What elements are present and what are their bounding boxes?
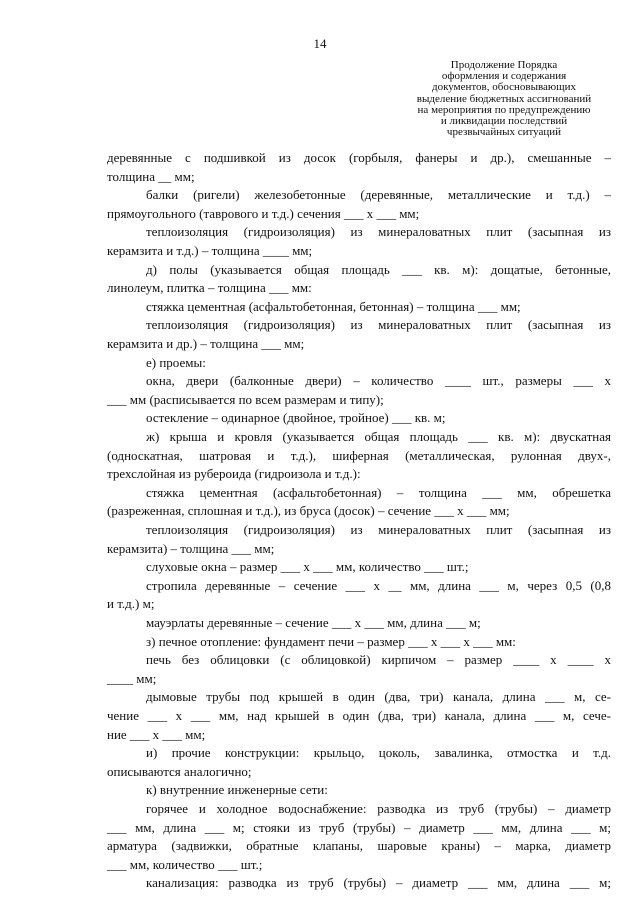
body-line: толщина __ мм;	[107, 168, 195, 184]
body-line: мауэрлаты деревянные – сечение ___ х ___ мм, длина ___ м;	[146, 615, 481, 630]
header-note-line: выделение бюджетных ассигнований	[416, 92, 592, 105]
body-line: д) полы (указывается общая площадь ___ кв. м): дощатые, бетонные,	[146, 261, 611, 277]
body-line: теплоизоляция (гидроизоляция) из минераловатных плит (засыпная из	[146, 522, 611, 537]
body-line: балки (ригели) железобетонные (деревянные, металлические и т.д.) –	[146, 187, 611, 203]
body-line: ___ мм (расписывается по всем размерам и типу);	[107, 391, 384, 407]
body-line: керамзита) – толщина ___ мм;	[107, 540, 275, 556]
body-line: чение ___ х ___ мм, над крышей в один (два, три) канала, длина ___ м, сече-	[107, 708, 611, 723]
header-note-line: Продолжение Порядка	[450, 59, 558, 71]
body-line: теплоизоляция (гидроизоляция) из минераловатных плит (засыпная из	[146, 224, 611, 240]
body-line: ____ мм;	[107, 670, 157, 686]
body-line: дымовые трубы под крышей в один (два, три) канала, длина ___ м, се-	[146, 689, 611, 705]
body-line: ___ мм, длина ___ м; стояки из труб (трубы) – диаметр ___ мм, длина ___ м;	[107, 819, 611, 835]
header-note-line: чрезвычайных ситуаций	[446, 126, 562, 139]
body-line: прямоугольного (таврового и т.д.) сечения ___ х ___ мм;	[107, 205, 420, 221]
body-line: остекление – одинарное (двойное, тройное) ___ кв. м;	[146, 410, 446, 426]
body-line: з) печное отопление: фундамент печи – размер ___ х ___ х ___ мм:	[146, 633, 516, 649]
body-line: стяжка цементная (асфальтобетонная, бетонная) – толщина ___ мм;	[146, 298, 521, 314]
body-line: и т.д.) м;	[107, 596, 155, 612]
body-line: печь без облицовки (с облицовкой) кирпичом – размер ____ х ____ х	[146, 652, 611, 668]
header-note-line: документов, обосновывающих	[432, 81, 576, 94]
header-note-line: оформления и содержания	[441, 70, 567, 83]
body-line: теплоизоляция (гидроизоляция) из минераловатных плит (засыпная из	[146, 317, 611, 333]
body-line: ние ___ х ___ мм;	[107, 726, 206, 742]
body-line: линолеум, плитка – толщина ___ мм:	[107, 280, 312, 296]
body-line: стяжка цементная (асфальтобетонная) – толщина ___ мм, обрешетка	[146, 484, 611, 500]
body-line: керамзита и т.д.) – толщина ____ мм;	[107, 243, 313, 258]
body-line: деревянные с подшивкой из досок (горбыля, фанеры и др.), смешанные –	[107, 150, 611, 165]
body-line: слуховые окна – размер ___ х ___ мм, количество ___ шт.;	[146, 559, 469, 575]
body-line: е) проемы:	[146, 354, 206, 370]
body-line: окна, двери (балконные двери) – количество ____ шт., размеры ___ х	[146, 373, 611, 389]
body-line: канализация: разводка из труб (трубы) – диаметр ___ мм, длина ___ м;	[146, 875, 611, 891]
body-line: описываются аналогично;	[107, 763, 252, 779]
body-line: ж) крыша и кровля (указывается общая площадь ___ кв. м): двускатная	[146, 429, 611, 444]
body-line: горячее и холодное водоснабжение: разводка из труб (трубы) – диаметр	[146, 801, 611, 816]
header-note-line: на мероприятия по предупреждению	[417, 103, 591, 116]
body-line: трехслойная из рубероида (гидроизола и т.д.):	[107, 466, 361, 482]
body-line: (односкатная, шатровая и т.д.), шиферная (металлическая, рулонная двух-,	[107, 447, 611, 463]
body-line: и) прочие конструкции: крыльцо, цоколь, завалинка, отмостка и т.д.	[146, 745, 611, 761]
body-line: арматура (задвижки, обратные клапаны, шаровые краны) – марка, диаметр	[107, 838, 611, 854]
page-number: 14	[313, 36, 327, 51]
body-line: (разреженная, сплошная и т.д.), из бруса (досок) – сечение ___ х ___ мм;	[107, 503, 510, 519]
header-note	[388, 60, 620, 138]
header-note-line: и ликвидации последствий	[440, 115, 568, 128]
body-line: стропила деревянные – сечение ___ х __ мм, длина ___ м, через 0,5 (0,8	[146, 577, 611, 593]
body-line: к) внутренние инженерные сети:	[146, 782, 328, 798]
body-line: ___ мм, количество ___ шт.;	[107, 856, 263, 872]
body-line: керамзита и др.) – толщина ___ мм;	[107, 336, 305, 351]
